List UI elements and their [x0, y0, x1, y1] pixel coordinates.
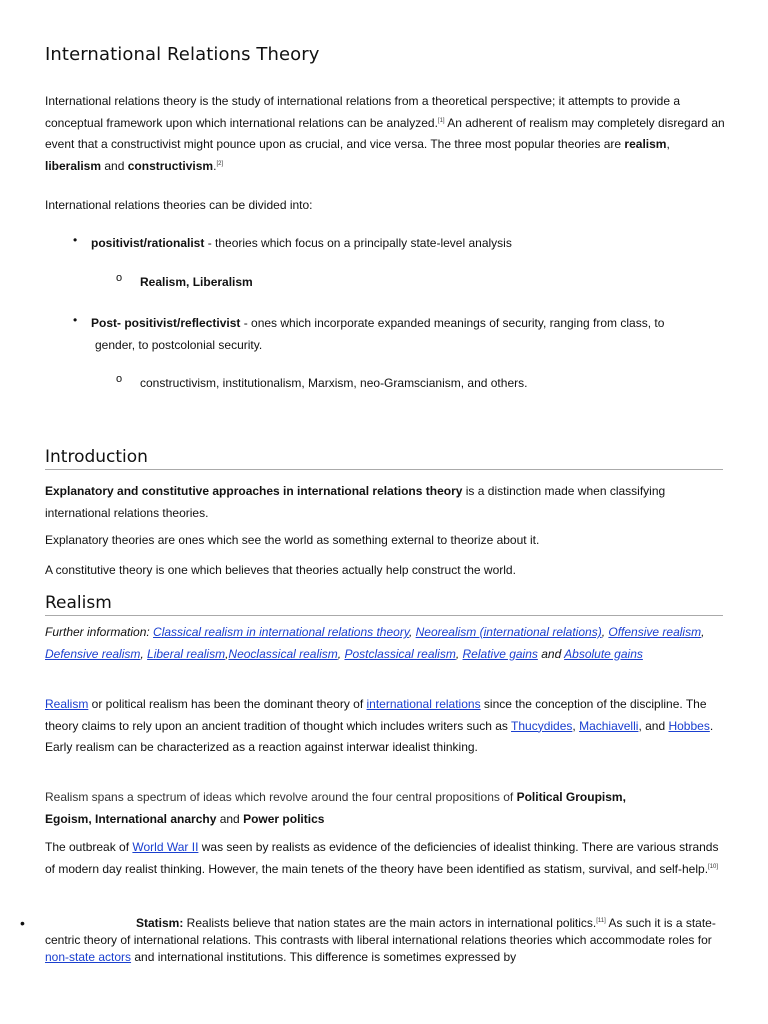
- circle-bullet-icon: o: [116, 373, 123, 385]
- link-realism[interactable]: Realism: [45, 697, 89, 711]
- realism-paragraph-1: Realism or political realism has been the dominant theory of international relations since the conception of the discipline. The theory claims to rely upon an ancient tradition of thought which includes writers such as Thucydides, Machiavelli, and Hobbes. Early realism can be characterized as a reaction against interwar idealist thinking.: [45, 697, 714, 754]
- period: .: [213, 158, 217, 173]
- liberalism-bold: liberalism: [45, 158, 102, 173]
- link-non-state-actors[interactable]: non-state actors: [45, 950, 132, 964]
- separator: and: [101, 158, 128, 173]
- citation-11[interactable]: [11]: [596, 918, 606, 924]
- introduction-paragraph-1: [45, 481, 725, 524]
- list-item-continuation: gender, to postcolonial security.: [95, 338, 263, 352]
- link-offensive-realism[interactable]: Offensive realism: [608, 625, 702, 639]
- text: Realists believe that nation states are the main actors in international politics.: [183, 916, 597, 930]
- introduction-paragraph-2: Explanatory theories are ones which see the world as something external to theorize about it.: [45, 533, 540, 547]
- text: As such it is a state-centric theory of international relations. This contrasts with liberal international relations theories which accommodate roles for: [45, 916, 716, 947]
- intro-text-1: International relations theory is the study of international relations from a theoretical perspective; it attempts to provide a conceptual framework upon which international relations can be analyzed.: [45, 94, 681, 130]
- link-absolute-gains[interactable]: Absolute gains: [564, 646, 643, 661]
- statism-bold: Statism:: [136, 916, 184, 930]
- text: or political realism has been the dominant theory of: [88, 697, 367, 711]
- intro-text-2: An adherent of realism may completely disregard an event that a constructivist might pounce upon as crucial, and vice versa. The three most popular theories are: [45, 115, 725, 151]
- text: The outbreak of: [45, 840, 133, 854]
- link-hobbes[interactable]: Hobbes: [668, 718, 710, 733]
- link-defensive-realism[interactable]: Defensive realism: [45, 646, 141, 661]
- link-world-war-ii[interactable]: World War II: [132, 840, 199, 854]
- list-item-bold: Post- positivist/reflectivist: [91, 316, 241, 330]
- bold-text: Power politics: [243, 811, 325, 826]
- list-item-bold: positivist/rationalist: [91, 236, 205, 250]
- link-machiavelli[interactable]: Machiavelli: [579, 718, 639, 733]
- text: . Early realism can be characterized as a reaction against interwar idealist thinking.: [45, 718, 714, 754]
- sub-list-bold: Realism, Liberalism: [140, 275, 253, 289]
- realism-bold: realism: [624, 137, 667, 151]
- list-item-desc: - ones which incorporate expanded meanings of security, ranging from class, to: [240, 316, 665, 330]
- intro-paragraph: [45, 91, 725, 177]
- link-thucydides[interactable]: Thucydides: [511, 718, 573, 733]
- list-item-text: [91, 313, 731, 335]
- text: Realism spans a spectrum of ideas which revolve around the four central propositions of: [45, 790, 517, 804]
- circle-bullet-icon: o: [116, 272, 123, 284]
- realism-paragraph-3: [45, 837, 725, 880]
- bold-text: Political Groupism, Egoism, International anarchy: [45, 790, 626, 826]
- sub-list-item-text: constructivism, institutionalism, Marxism, neo-Gramscianism, and others.: [140, 376, 528, 390]
- text: and: [216, 811, 244, 826]
- link-neoclassical-realism[interactable]: Neoclassical realism: [228, 646, 338, 661]
- list-item-desc: - theories which focus on a principally state-level analysis: [204, 236, 512, 250]
- further-label: Further information:: [45, 625, 154, 639]
- link-classical-realism[interactable]: Classical realism in international relations theory: [153, 625, 409, 639]
- bullet-icon: •: [20, 915, 25, 931]
- citation-2[interactable]: [2]: [216, 160, 224, 167]
- list-item-text: [91, 233, 768, 255]
- text: since the conception of the discipline. The theory claims to rely upon an ancient tradition of thought which includes writers such as: [45, 697, 707, 733]
- statism-text: [45, 915, 725, 966]
- introduction-paragraph-3: A constitutive theory is one which believes that theories actually help construct the world.: [45, 563, 516, 577]
- further-information: Further information: Classical realism in international relations theory, Neorealism (international relations), Offensive realism, Defensive realism, Liberal realism,Neoclassical realism, Postclassical realism, Relative gains and Absolute gains: [45, 625, 705, 661]
- intro-desc: is a distinction made when classifying international relations theories.: [45, 484, 666, 520]
- realism-paragraph-2: [45, 787, 645, 830]
- bullet-icon: •: [73, 313, 78, 327]
- sub-list-item-text: [140, 272, 768, 294]
- citation-1[interactable]: [1]: [437, 117, 445, 124]
- link-relative-gains[interactable]: Relative gains: [462, 646, 538, 661]
- bullet-icon: •: [73, 233, 78, 247]
- citation-10[interactable]: [10]: [708, 863, 719, 870]
- divided-paragraph: International relations theories can be divided into:: [45, 198, 313, 212]
- introduction-heading: Introduction: [45, 446, 723, 470]
- link-international-relations[interactable]: international relations: [366, 697, 481, 711]
- intro-bold: Explanatory and constitutive approaches in international relations theory: [45, 484, 463, 498]
- page-title: International Relations Theory: [45, 44, 320, 65]
- link-postclassical-realism[interactable]: Postclassical realism: [344, 646, 456, 661]
- link-neorealism[interactable]: Neorealism (international relations): [415, 625, 602, 639]
- realism-heading: Realism: [45, 592, 723, 616]
- link-liberal-realism[interactable]: Liberal realism: [147, 646, 226, 661]
- text: and international institutions. This difference is sometimes expressed by: [131, 950, 517, 964]
- constructivism-bold: constructivism: [127, 158, 214, 173]
- text: was seen by realists as evidence of the deficiencies of idealist thinking. There are various strands of modern day realist thinking. However, the main tenets of the theory have been identified as statism, survival, and self-help.: [45, 840, 719, 876]
- separator: ,: [666, 137, 670, 151]
